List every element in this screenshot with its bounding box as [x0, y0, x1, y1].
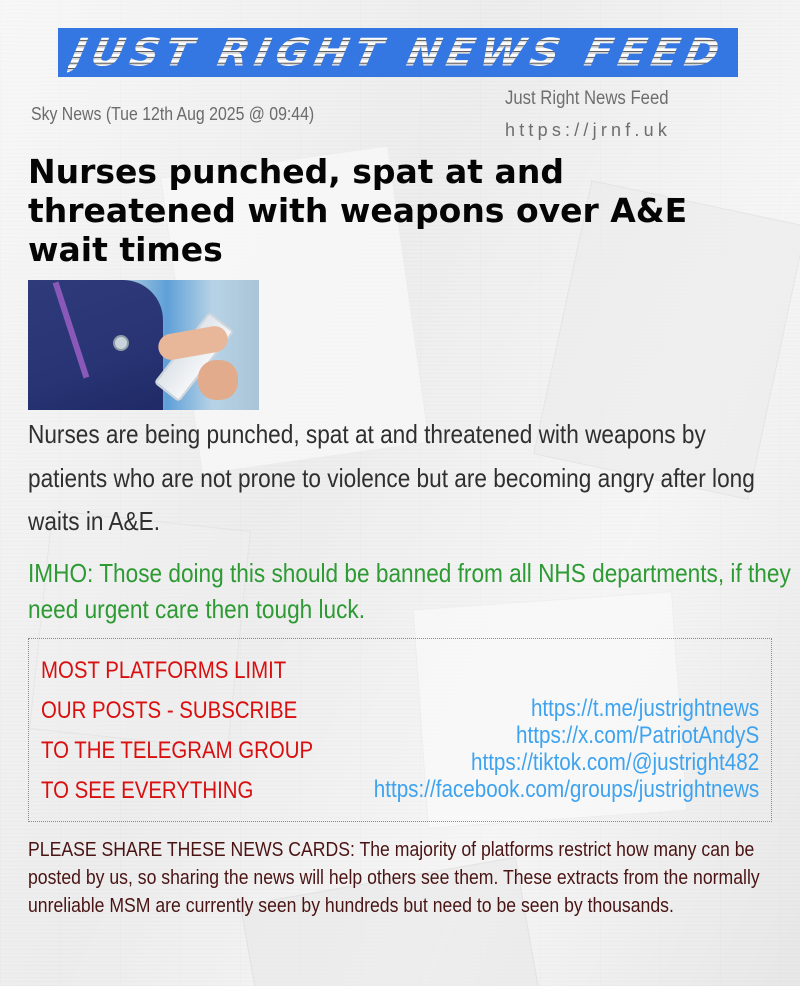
social-links: [311, 695, 759, 803]
photo-hand: [198, 360, 238, 400]
share-appeal-text: PLEASE SHARE THESE NEWS CARDS: The majority of platforms restrict how many can be posted by us, so sharing the news will help others see them. These extracts from the normally unreliable MSM are currently seen by hundreds but need to be seen by thousands.: [28, 838, 760, 917]
promo-line: TO THE TELEGRAM GROUP: [41, 737, 314, 764]
source-dateline: Sky News (Tue 12th Aug 2025 @ 09:44): [31, 104, 315, 124]
article-headline: Nurses punched, spat at and threatened with weapons over A&E wait times: [28, 152, 688, 269]
promo-message: [41, 651, 313, 811]
photo-stethoscope: [113, 335, 129, 351]
subscribe-promo-box: [28, 638, 772, 822]
promo-line: OUR POSTS - SUBSCRIBE: [41, 697, 298, 724]
photo-nurse-uniform: [28, 280, 163, 410]
tiktok-link[interactable]: https://tiktok.com/@justright482: [470, 749, 759, 776]
title-banner: [58, 28, 738, 77]
facebook-link[interactable]: https://facebook.com/groups/justrightnews: [373, 776, 759, 803]
x-link[interactable]: https://x.com/PatriotAndyS: [515, 722, 759, 749]
article-photo: [28, 280, 259, 410]
banner-title: JUST RIGHT NEWS FEED: [66, 30, 730, 75]
promo-line: TO SEE EVERYTHING: [41, 777, 254, 804]
brand-url[interactable]: https://jrnf.uk: [505, 120, 672, 140]
opinion-text: IMHO: Those doing this should be banned from all NHS departments, if they need urgent care then tough luck.: [28, 558, 791, 624]
brand-name: Just Right News Feed: [505, 88, 669, 109]
promo-line: MOST PLATFORMS LIMIT: [41, 657, 287, 684]
telegram-link[interactable]: https://t.me/justrightnews: [530, 695, 759, 722]
article-summary: Nurses are being punched, spat at and threatened with weapons by patients who are not prone to violence but are becoming angry after long waits in A&E.: [28, 419, 755, 536]
